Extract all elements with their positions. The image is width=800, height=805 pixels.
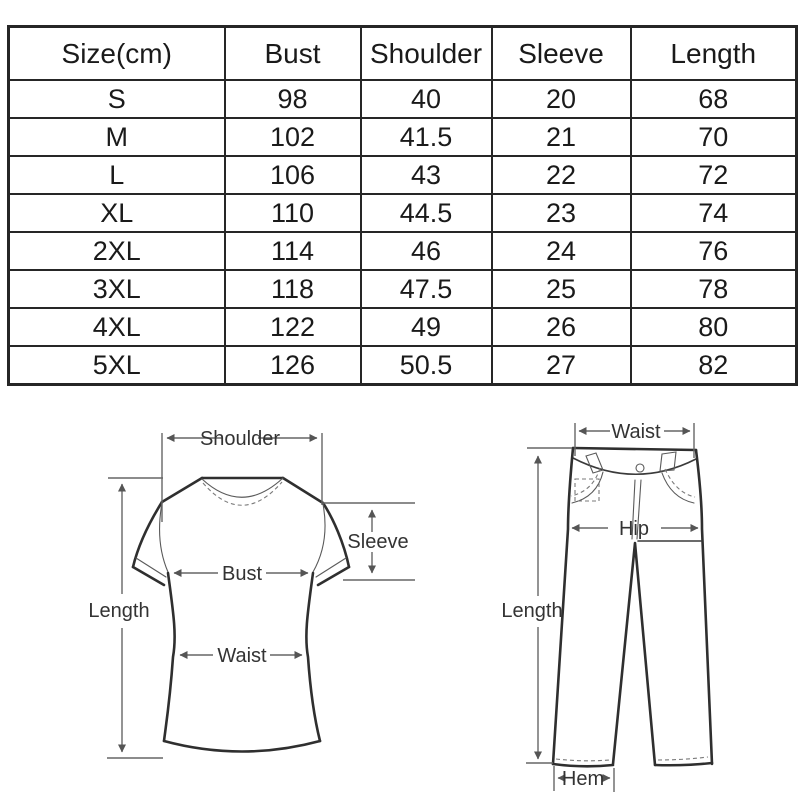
col-header-bust: Bust — [225, 27, 361, 81]
pants-hem-dimension — [554, 766, 614, 792]
table-cell: 46 — [361, 232, 492, 270]
size-cell: 5XL — [9, 346, 225, 385]
size-cell: L — [9, 156, 225, 194]
col-header-sleeve: Sleeve — [492, 27, 631, 81]
table-row — [9, 194, 797, 232]
size-cell: 2XL — [9, 232, 225, 270]
pants-waist-label: Waist — [611, 421, 661, 443]
tshirt-sleeve-label: Sleeve — [347, 531, 409, 553]
table-cell: 72 — [631, 156, 797, 194]
pants-hip-dimension — [572, 518, 698, 540]
size-cell: XL — [9, 194, 225, 232]
table-cell: 23 — [492, 194, 631, 232]
table-row — [9, 80, 797, 118]
table-row — [9, 156, 797, 194]
table-header-row — [9, 27, 797, 81]
tshirt-drawing — [88, 428, 415, 758]
tshirt-shoulder-label: Shoulder — [199, 428, 281, 450]
table-cell: 41.5 — [361, 118, 492, 156]
table-row — [9, 232, 797, 270]
table-cell: 50.5 — [361, 346, 492, 385]
table-cell: 26 — [492, 308, 631, 346]
size-cell: M — [9, 118, 225, 156]
table-cell: 20 — [492, 80, 631, 118]
tshirt-shoulder-dimension — [162, 428, 322, 522]
table-cell: 102 — [225, 118, 361, 156]
col-header-size: Size(cm) — [9, 27, 225, 81]
pants-watch-pocket — [575, 479, 599, 501]
pants-button — [636, 464, 644, 472]
pants-hem-label: Hem — [561, 768, 605, 790]
table-cell: 126 — [225, 346, 361, 385]
table-cell: 40 — [361, 80, 492, 118]
table-cell: 43 — [361, 156, 492, 194]
tshirt-bust-label: Bust — [221, 563, 263, 585]
table-cell: 47.5 — [361, 270, 492, 308]
tshirt-sleeve-dimension — [323, 503, 415, 580]
table-cell: 70 — [631, 118, 797, 156]
table-cell: 44.5 — [361, 194, 492, 232]
pants-hip-label: Hip — [618, 518, 650, 540]
table-row — [9, 270, 797, 308]
pants-belt-loop — [586, 453, 603, 473]
table-row — [9, 118, 797, 156]
size-chart-table — [7, 25, 798, 386]
pants-length-label: Length — [501, 600, 563, 622]
table-cell: 25 — [492, 270, 631, 308]
table-cell: 82 — [631, 346, 797, 385]
table-cell: 68 — [631, 80, 797, 118]
table-cell: 114 — [225, 232, 361, 270]
table-row — [9, 346, 797, 385]
tshirt-waist-label: Waist — [217, 645, 267, 667]
table-cell: 122 — [225, 308, 361, 346]
table-cell: 21 — [492, 118, 631, 156]
col-header-length: Length — [631, 27, 797, 81]
col-header-shoulder: Shoulder — [361, 27, 492, 81]
size-cell: 3XL — [9, 270, 225, 308]
table-cell: 49 — [361, 308, 492, 346]
table-cell: 24 — [492, 232, 631, 270]
pants-drawing — [501, 421, 712, 792]
table-cell: 78 — [631, 270, 797, 308]
table-cell: 118 — [225, 270, 361, 308]
table-row — [9, 308, 797, 346]
tshirt-bust-dimension — [174, 563, 308, 585]
table-cell: 106 — [225, 156, 361, 194]
table-cell: 76 — [631, 232, 797, 270]
size-cell: S — [9, 80, 225, 118]
table-cell: 22 — [492, 156, 631, 194]
table-cell: 74 — [631, 194, 797, 232]
tshirt-waist-dimension — [180, 645, 302, 667]
table-cell: 98 — [225, 80, 361, 118]
tshirt-length-label: Length — [88, 600, 150, 622]
table-cell: 27 — [492, 346, 631, 385]
size-cell: 4XL — [9, 308, 225, 346]
table-cell: 80 — [631, 308, 797, 346]
table-cell: 110 — [225, 194, 361, 232]
pants-length-dimension — [501, 448, 572, 763]
measurement-diagram — [0, 410, 800, 800]
